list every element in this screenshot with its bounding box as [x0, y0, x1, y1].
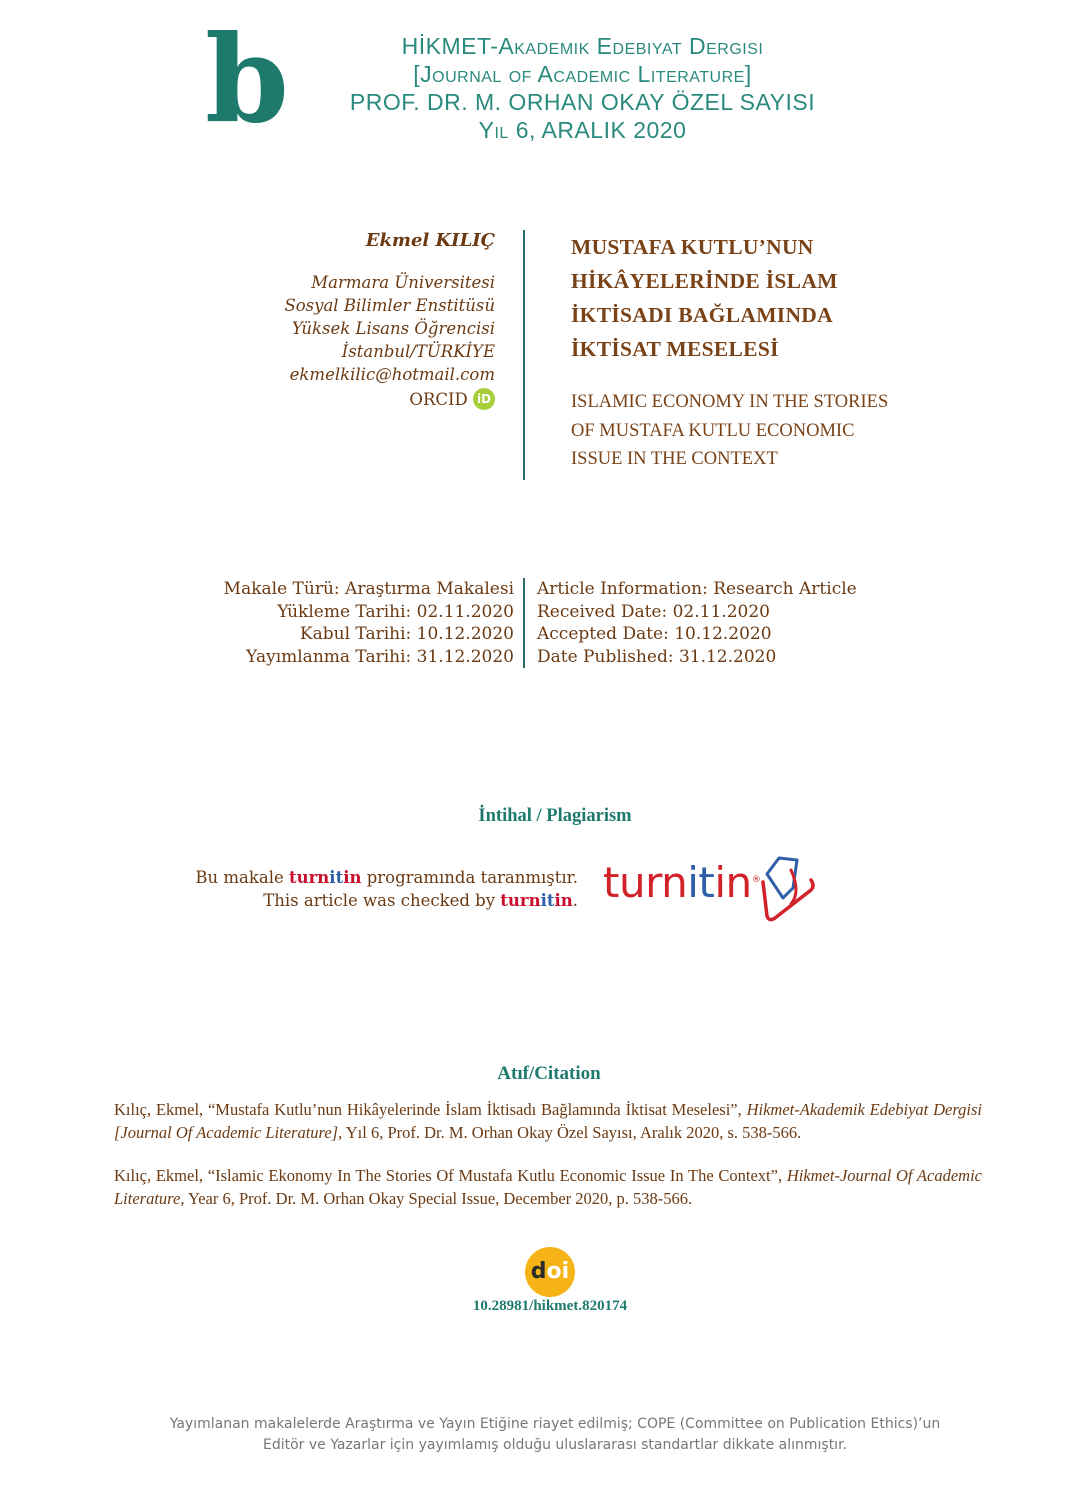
journal-subtitle-line: [Journal of Academic Literature]: [413, 61, 752, 87]
text-segment: This article was checked by: [263, 891, 501, 910]
doi-link[interactable]: 10.28981/hikmet.820174: [472, 1298, 628, 1314]
orcid-label: ORCID: [409, 390, 468, 409]
citation-body: [114, 1098, 982, 1230]
doi-icon[interactable]: [525, 1247, 575, 1297]
doi-letters: oi: [546, 1259, 570, 1284]
author-block: [240, 230, 495, 412]
footer-line: Yayımlanan makalelerde Araştırma ve Yayın Etiğine riayet edilmiş; COPE (Committee on Publication Ethics)’un: [169, 1416, 941, 1432]
footer-line: Editör ve Yazarlar için yayımlamış olduğu uluslararası standartlar dikkate alınmıştır.: [263, 1437, 847, 1453]
turnitin-inline: [500, 891, 572, 910]
turnitin-document-icon: [753, 852, 819, 928]
affiliation-line: Yüksek Lisans Öğrencisi: [291, 319, 495, 338]
title-line: İKTİSAT MESELESİ: [571, 337, 779, 361]
affiliation-line: Sosyal Bilimler Enstitüsü: [284, 296, 495, 315]
title-turkish: [571, 230, 931, 366]
citation-turkish: [114, 1098, 982, 1144]
author-email[interactable]: ekmelkilic@hotmail.com: [289, 365, 495, 384]
brand-part: it: [329, 868, 344, 887]
info-line: Date Published: 31.12.2020: [537, 646, 777, 667]
special-issue-line: PROF. DR. M. ORHAN OKAY ÖZEL SAYISI: [349, 89, 816, 115]
affiliation-line: Marmara Üniversitesi: [311, 273, 495, 292]
article-info-english: [537, 578, 867, 668]
issue-date-line: Yıl 6, ARALIK 2020: [478, 117, 687, 143]
article-info-turkish: [200, 578, 514, 668]
plagiarism-line-tr: [150, 866, 578, 889]
citation-english: [114, 1164, 982, 1210]
column-divider: [523, 230, 525, 480]
trademark-mark: ®: [751, 875, 761, 885]
info-divider: [523, 578, 525, 668]
author-name: Ekmel KILIÇ: [365, 230, 495, 251]
info-line: Kabul Tarihi: 10.12.2020: [299, 624, 514, 644]
affiliation-line: İstanbul/TÜRKİYE: [341, 342, 495, 361]
info-line: Makale Türü: Araştırma Makalesi: [223, 579, 514, 599]
plagiarism-heading: İntihal / Plagiarism: [478, 806, 632, 826]
orcid-icon[interactable]: iD: [473, 388, 495, 410]
info-line: Received Date: 02.11.2020: [537, 601, 770, 622]
brand-part: turn: [500, 891, 541, 910]
brand-part: turn: [288, 868, 330, 887]
plagiarism-line-en: [150, 889, 578, 912]
orcid-row[interactable]: [240, 388, 495, 412]
article-title-block: [571, 230, 931, 474]
brand-part: in: [554, 891, 573, 910]
title-line: OF MUSTAFA KUTLU ECONOMIC: [571, 420, 855, 441]
plagiarism-statement: [150, 866, 578, 912]
journal-logo: b: [205, 9, 289, 150]
info-line: Article Information: Research Article: [537, 579, 857, 599]
journal-title-block: [290, 32, 875, 144]
text-segment: .: [572, 891, 578, 910]
info-line: Accepted Date: 10.12.2020: [537, 624, 772, 644]
info-line: Yayımlanma Tarihi: 31.12.2020: [246, 646, 514, 667]
brand-part: in: [714, 858, 752, 907]
citation-heading: Atıf/Citation: [497, 1063, 601, 1084]
journal-name-italic: Hikmet-Akademik Edebiyat Dergisi [Journal Of Academic Literature]: [114, 1100, 982, 1142]
brand-part: in: [343, 868, 362, 887]
brand-part: it: [540, 891, 555, 910]
brand-part: it: [687, 858, 715, 907]
turnitin-logo[interactable]: [603, 852, 818, 928]
text-segment: Kılıç, Ekmel, “Mustafa Kutlu’nun Hikâyelerinde İslam İktisadı Bağlamında İktisat Meselesi”,: [114, 1100, 747, 1119]
doi-letter: d: [530, 1259, 547, 1284]
title-line: ISLAMIC ECONOMY IN THE STORIES: [571, 392, 889, 412]
text-segment: , Yıl 6, Prof. Dr. M. Orhan Okay Özel Sayısı, Aralık 2020, s. 538-566.: [338, 1123, 802, 1142]
journal-title-line: HİKMET-Akademik Edebiyat Dergisi: [401, 33, 764, 59]
title-line: ISSUE IN THE CONTEXT: [571, 449, 778, 469]
turnitin-wordmark: [603, 858, 760, 907]
ethics-footer: [100, 1414, 1010, 1456]
text-segment: Bu makale: [195, 868, 289, 887]
title-line: MUSTAFA KUTLU’NUN: [571, 235, 814, 259]
text-segment: , Year 6, Prof. Dr. M. Orhan Okay Special Issue, December 2020, p. 538-566.: [180, 1189, 693, 1208]
turnitin-inline: [289, 868, 361, 887]
journal-name-italic: Hikmet-Journal Of Academic Literature: [114, 1166, 982, 1208]
title-line: HİKÂYELERİNDE İSLAM: [571, 269, 838, 293]
title-line: İKTİSADI BAĞLAMINDA: [571, 303, 833, 327]
title-english: [571, 388, 931, 474]
text-segment: programında taranmıştır.: [361, 868, 578, 887]
info-line: Yükleme Tarihi: 02.11.2020: [277, 601, 514, 622]
brand-part: turn: [603, 858, 688, 907]
text-segment: Kılıç, Ekmel, “Islamic Ekonomy In The Stories Of Mustafa Kutlu Economic Issue In The Context”,: [114, 1166, 787, 1185]
